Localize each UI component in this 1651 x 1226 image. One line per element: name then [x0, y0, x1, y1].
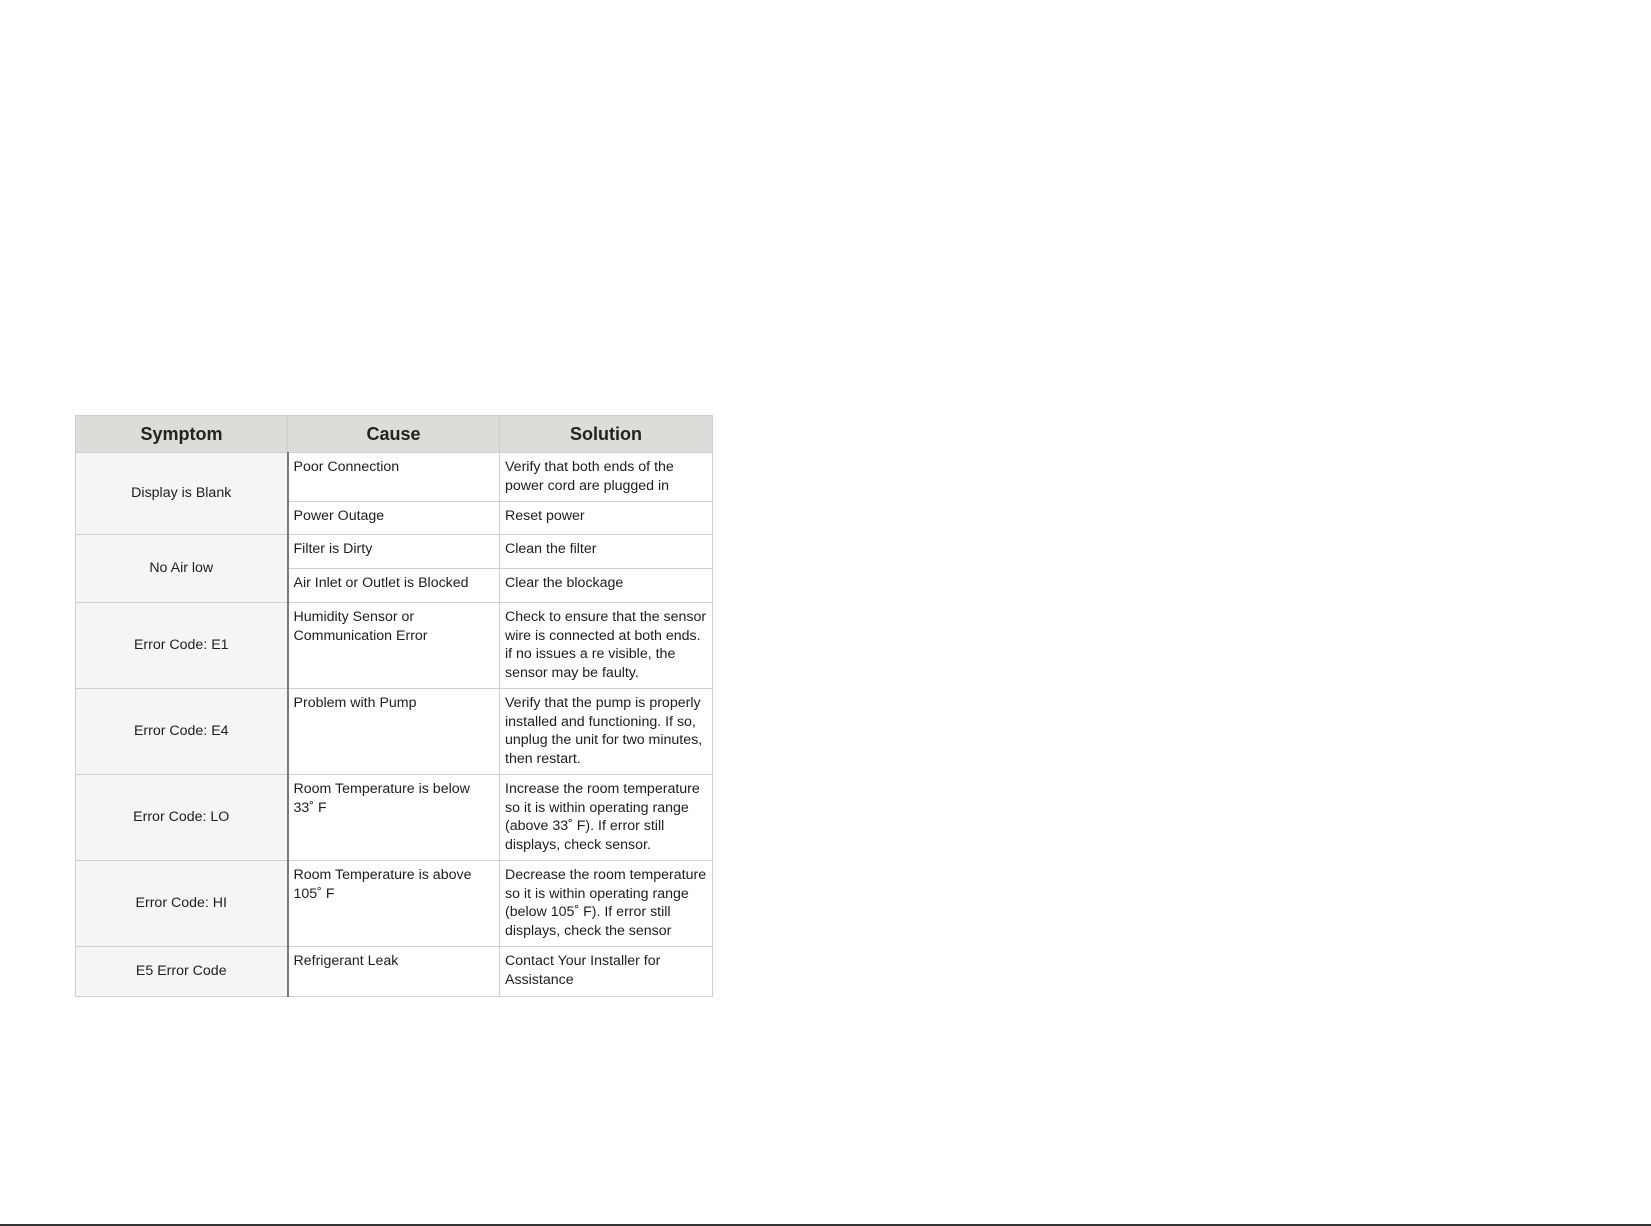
cause-cell: Power Outage	[288, 502, 500, 535]
cause-cell: Air Inlet or Outlet is Blocked	[288, 569, 500, 603]
table-row	[76, 603, 713, 689]
solution-cell: Check to ensure that the sensor wire is connected at both ends. if no issues a re visible, the sensor may be faulty.	[500, 603, 713, 689]
cause-cell: Problem with Pump	[288, 689, 500, 775]
table-row	[76, 947, 713, 997]
symptom-cell: Error Code: E1	[76, 603, 288, 689]
solution-cell: Clear the blockage	[500, 569, 713, 603]
solution-cell: Reset power	[500, 502, 713, 535]
cause-cell: Poor Connection	[288, 453, 500, 502]
cause-cell: Refrigerant Leak	[288, 947, 500, 997]
solution-cell: Verify that the pump is properly installed and functioning. If so, unplug the unit for two minutes, then restart.	[500, 689, 713, 775]
header-row	[76, 416, 713, 453]
cause-cell: Humidity Sensor or Communication Error	[288, 603, 500, 689]
cause-cell: Room Temperature is above 105˚ F	[288, 861, 500, 947]
table-row	[76, 861, 713, 947]
table-row	[76, 535, 713, 569]
cause-cell: Room Temperature is below 33˚ F	[288, 775, 500, 861]
table-row	[76, 775, 713, 861]
symptom-cell: Error Code: E4	[76, 689, 288, 775]
solution-cell: Decrease the room temperature so it is within operating range (below 105˚ F). If error still displays, check the sensor	[500, 861, 713, 947]
solution-cell: Verify that both ends of the power cord are plugged in	[500, 453, 713, 502]
table-header	[76, 416, 713, 453]
cause-cell: Filter is Dirty	[288, 535, 500, 569]
header-cause: Cause	[288, 416, 500, 453]
solution-cell: Clean the filter	[500, 535, 713, 569]
table-row	[76, 453, 713, 502]
solution-cell: Increase the room temperature so it is within operating range (above 33˚ F). If error still displays, check sensor.	[500, 775, 713, 861]
symptom-cell: E5 Error Code	[76, 947, 288, 997]
symptom-cell: Display is Blank	[76, 453, 288, 535]
symptom-cell: Error Code: HI	[76, 861, 288, 947]
table-row	[76, 689, 713, 775]
header-solution: Solution	[500, 416, 713, 453]
solution-cell: Contact Your Installer for Assistance	[500, 947, 713, 997]
symptom-cell: Error Code: LO	[76, 775, 288, 861]
header-symptom: Symptom	[76, 416, 288, 453]
troubleshooting-table	[75, 415, 713, 997]
table-body	[76, 453, 713, 997]
symptom-cell: No Air low	[76, 535, 288, 603]
